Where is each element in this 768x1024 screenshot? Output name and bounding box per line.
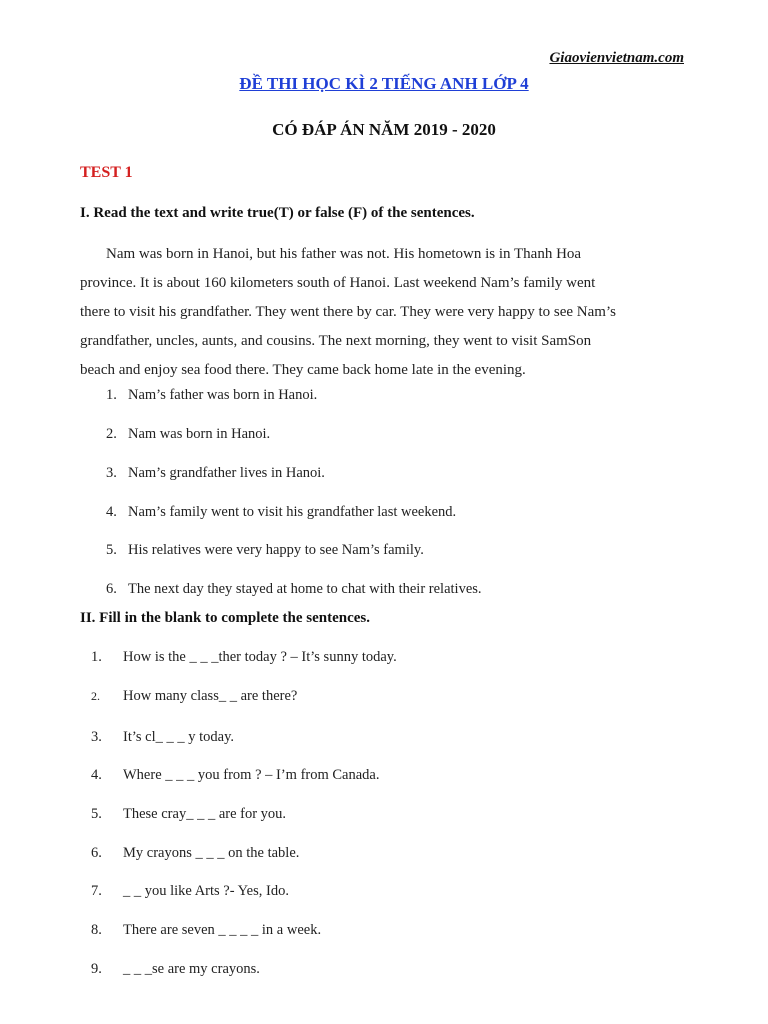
item-number: 2.	[91, 689, 100, 703]
passage-line: Nam was born in Hanoi, but his father was not. His hometown is in Thanh Hoa	[106, 246, 582, 262]
item-number: 5.	[91, 806, 102, 822]
list-item	[106, 387, 317, 404]
list-item	[91, 729, 234, 746]
item-text: The next day they stayed at home to chat with their relatives.	[128, 581, 482, 597]
list-item	[91, 922, 321, 939]
item-text: These cray_ _ _ are for you.	[123, 806, 287, 822]
site-link[interactable]: Giaovienvietnam.com	[549, 50, 684, 66]
passage-line: there to visit his grandfather. They went there by car. They were very happy to see Nam’s	[80, 304, 616, 320]
item-text: Nam’s grandfather lives in Hanoi.	[128, 465, 325, 481]
item-text: _ _ you like Arts ?- Yes, Ido.	[123, 883, 289, 899]
item-number: 9.	[91, 961, 102, 977]
list-item	[106, 426, 270, 443]
list-item	[91, 883, 289, 900]
passage-line: grandfather, uncles, aunts, and cousins. The next morning, they went to visit SamSon	[80, 333, 592, 349]
item-number: 1.	[106, 387, 117, 403]
passage-line: province. It is about 160 kilometers south of Hanoi. Last weekend Nam’s family went	[80, 275, 596, 291]
list-item	[106, 542, 424, 559]
item-number: 4.	[91, 767, 102, 783]
item-text: It’s cl_ _ _ y today.	[123, 729, 235, 745]
item-text: Nam’s family went to visit his grandfather last weekend.	[128, 504, 457, 520]
item-text: How is the _ _ _ther today ? – It’s sunny today.	[123, 649, 397, 665]
list-item	[91, 649, 397, 666]
list-item	[91, 845, 299, 862]
item-text: _ _ _se are my crayons.	[123, 961, 260, 977]
item-number: 4.	[106, 504, 117, 520]
item-number: 5.	[106, 542, 117, 558]
item-text: My crayons _ _ _ on the table.	[123, 845, 300, 861]
item-text: Nam was born in Hanoi.	[128, 426, 271, 442]
list-item	[106, 581, 482, 598]
list-item	[91, 961, 260, 978]
list-item	[106, 465, 325, 482]
item-number: 8.	[91, 922, 102, 938]
item-number: 6.	[106, 581, 117, 597]
list-item	[91, 688, 297, 705]
passage-line: beach and enjoy sea food there. They came back home late in the evening.	[80, 362, 526, 378]
section1-heading: I. Read the text and write true(T) or false (F) of the sentences.	[80, 205, 475, 221]
item-number: 7.	[91, 883, 102, 899]
reading-passage	[80, 240, 680, 385]
section2-heading: II. Fill in the blank to complete the sentences.	[80, 610, 370, 626]
item-number: 3.	[91, 729, 102, 745]
page-title[interactable]: ĐỀ THI HỌC KÌ 2 TIẾNG ANH LỚP 4	[239, 74, 529, 93]
item-text: His relatives were very happy to see Nam’s family.	[128, 542, 424, 558]
item-text: Nam’s father was born in Hanoi.	[128, 387, 318, 403]
list-item	[91, 806, 286, 823]
item-text: There are seven _ _ _ _ in a week.	[123, 922, 322, 938]
item-text: How many class_ _ are there?	[123, 688, 298, 704]
item-number: 1.	[91, 649, 102, 665]
page-subtitle: CÓ ĐÁP ÁN NĂM 2019 - 2020	[272, 120, 496, 139]
list-item	[91, 767, 379, 784]
item-text: Where _ _ _ you from ? – I’m from Canada.	[123, 767, 380, 783]
test-label: TEST 1	[80, 164, 133, 181]
item-number: 2.	[106, 426, 117, 442]
list-item	[106, 504, 456, 521]
item-number: 3.	[106, 465, 117, 481]
item-number: 6.	[91, 845, 102, 861]
